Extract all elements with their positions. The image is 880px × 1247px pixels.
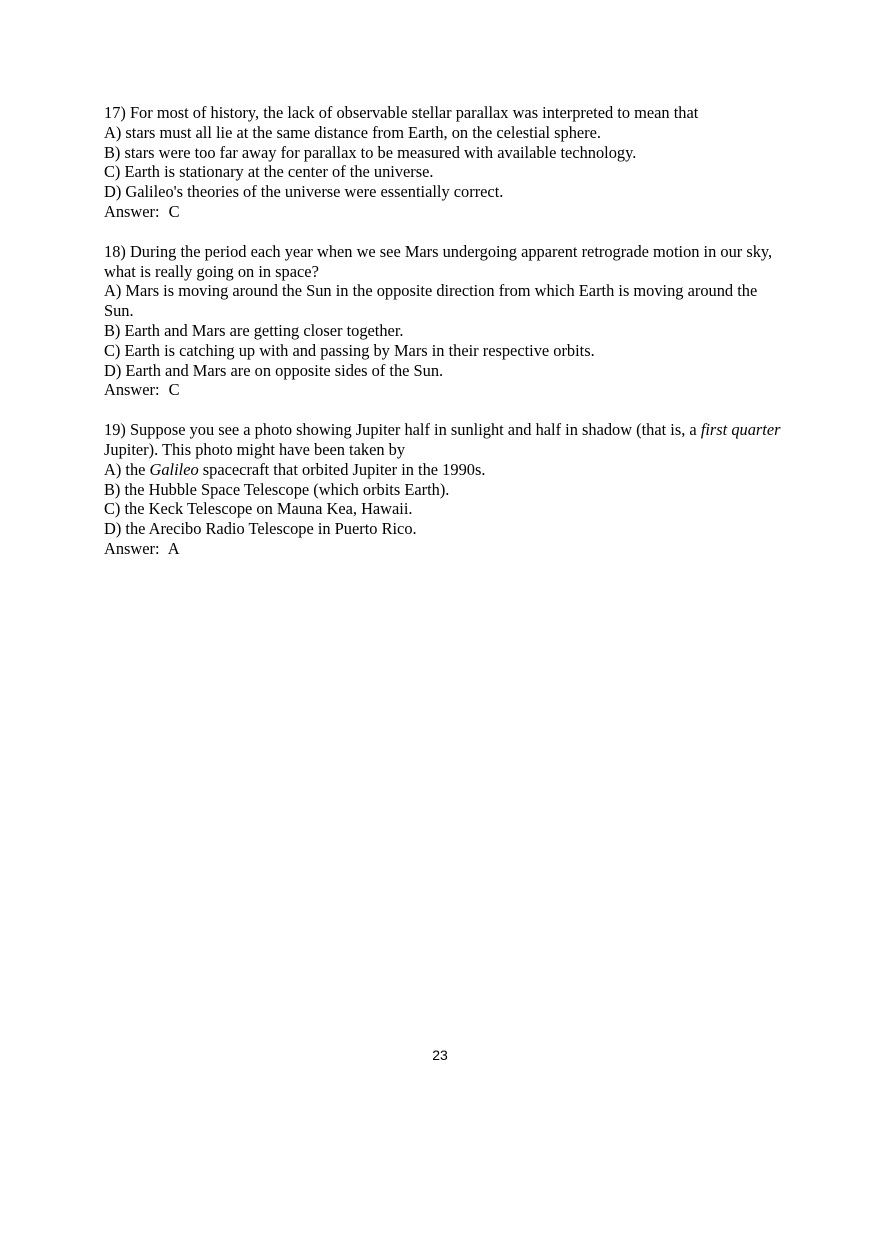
option-a-italic: Galileo [149,459,199,479]
answer-line [104,380,784,400]
option-d: D) the Arecibo Radio Telescope in Puerto Rico. [104,519,417,539]
stem-text-after: Jupiter). This photo might have been taken by [104,439,406,459]
option-d: D) Galileo's theories of the universe were essentially correct. [104,182,504,202]
question-19 [104,420,784,559]
answer-value: A [167,538,180,558]
answer-line [104,539,784,559]
stem-text-before: 19) Suppose you see a photo showing Jupiter half in sunlight and half in shadow (that is, a [104,420,701,440]
page-number: 23 [432,1047,448,1063]
question-stem: 17) For most of history, the lack of observable stellar parallax was interpreted to mean that [104,103,699,122]
option-a-before: A) the [104,459,150,479]
answer-label: Answer: [104,538,160,558]
answer-line [104,202,784,222]
option-d: D) Earth and Mars are on opposite sides of the Sun. [104,360,444,380]
question-17 [104,103,784,222]
option-b: B) Earth and Mars are getting closer together. [104,320,404,340]
question-18 [104,242,784,400]
option-c: C) Earth is stationary at the center of the universe. [104,162,434,182]
option-c: C) the Keck Telescope on Mauna Kea, Hawaii. [104,499,413,519]
answer-value: C [168,380,180,400]
answer-label: Answer: [104,201,160,221]
option-a-after: spacecraft that orbited Jupiter in the 1990s. [198,459,486,479]
document-body [104,103,784,579]
question-stem [104,420,784,460]
option-a: A) Mars is moving around the Sun in the opposite direction from which Earth is moving around the Sun. [104,281,758,321]
option-a [104,460,784,480]
option-b: B) the Hubble Space Telescope (which orbits Earth). [104,479,450,499]
option-c: C) Earth is catching up with and passing by Mars in their respective orbits. [104,340,595,360]
question-stem: 18) During the period each year when we see Mars undergoing apparent retrograde motion in our sky, what is really going on in space? [104,241,773,281]
option-a: A) stars must all lie at the same distance from Earth, on the celestial sphere. [104,122,602,142]
answer-label: Answer: [104,380,160,400]
option-b: B) stars were too far away for parallax to be measured with available technology. [104,142,637,162]
stem-text-italic: first quarter [700,420,781,440]
answer-value: C [168,201,180,221]
